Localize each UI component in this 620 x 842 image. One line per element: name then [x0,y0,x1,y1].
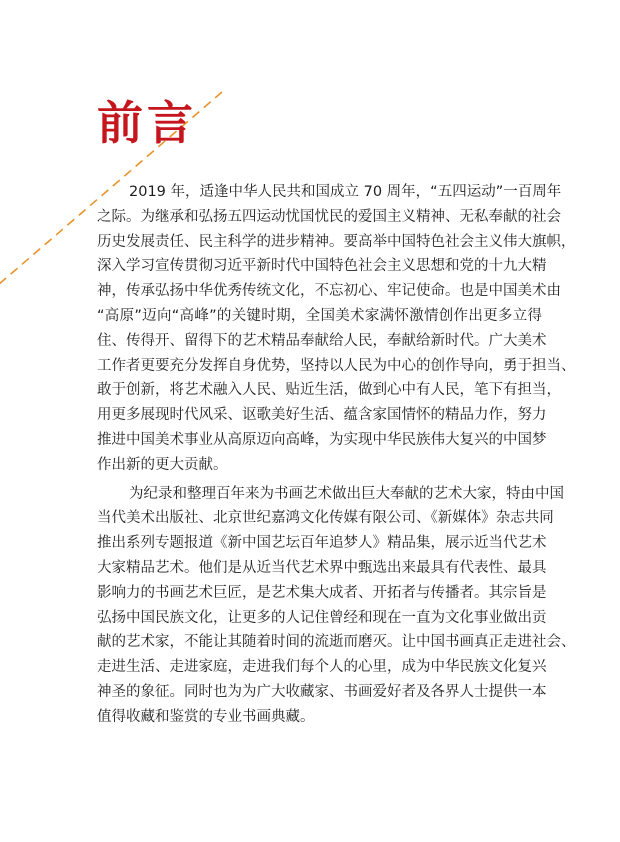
text-line: 工作者更要充分发挥自身优势，坚持以人民为中心的创作导向，勇于担当、 [97,357,576,374]
text-line: 影响力的书画艺术巨匠，是艺术集大成者、开拓者与传播者。其宗旨是 [97,584,547,601]
body-text [97,180,576,730]
text-line: 敢于创新，将艺术融入人民、贴近生活，做到心中有人民，笔下有担当， [97,382,561,399]
text-line: 大家精品艺术。他们是从近当代艺术界中甄选出来最具有代表性、最具 [97,559,547,576]
text-line: 走进生活、走进家庭，走进我们每个人的心里，成为中华民族文化复兴 [97,659,547,676]
text-line: 献的艺术家，不能让其随着时间的流逝而磨灭。让中国书画真正走进社会、 [97,634,576,651]
text-line: 推进中国美术事业从高原迈向高峰，为实现中华民族伟大复兴的中国梦 [97,431,547,448]
text-line: 为纪录和整理百年来为书画艺术做出巨大奉献的艺术大家，特由中国 [129,485,564,502]
text-line: 深入学习宣传贯彻习近平新时代中国特色社会主义思想和党的十九大精 [97,258,547,275]
text-line: 住、传得开、留得下的艺术精品奉献给人民，奉献给新时代。广大美术 [97,332,547,349]
text-line: 推出系列专题报道《新中国艺坛百年追梦人》精品集，展示近当代艺术 [97,535,547,552]
text-line: 神圣的象征。同时也为为广大收藏家、书画爱好者及各界人士提供一本 [97,683,547,700]
text-line: 作出新的更大贡献。 [97,456,228,473]
text-line: 当代美术出版社、北京世纪嘉鸿文化传媒有限公司、《新媒体》杂志共同 [97,510,554,527]
text-line: 用更多展现时代风采、讴歌美好生活、蕴含家国情怀的精品力作，努力 [97,407,547,424]
text-line: 之际。为继承和弘扬五四运动忧国忧民的爱国主义精神、无私奉献的社会 [97,208,561,225]
text-line: “高原”迈向“高峰”的关键时期，全国美术家满怀激情创作出更多立得 [97,307,542,324]
text-line: 历史发展责任、民主科学的进步精神。要高举中国特色社会主义伟大旗帜， [97,233,576,250]
text-line: 2019 年，适逢中华人民共和国成立 70 周年，“五四运动”一百周年 [129,184,562,200]
text-line: 弘扬中国民族文化，让更多的人记住曾经和现在一直为文化事业做出贡 [97,609,547,626]
page-title: 前言 [97,96,197,150]
text-line: 神，传承弘扬中华优秀传统文化，不忘初心、牢记使命。也是中国美术由 [97,283,561,300]
paragraph-1 [97,180,576,478]
text-line: 值得收藏和鉴赏的专业书画典藏。 [97,708,315,725]
paragraph-2 [97,482,576,730]
